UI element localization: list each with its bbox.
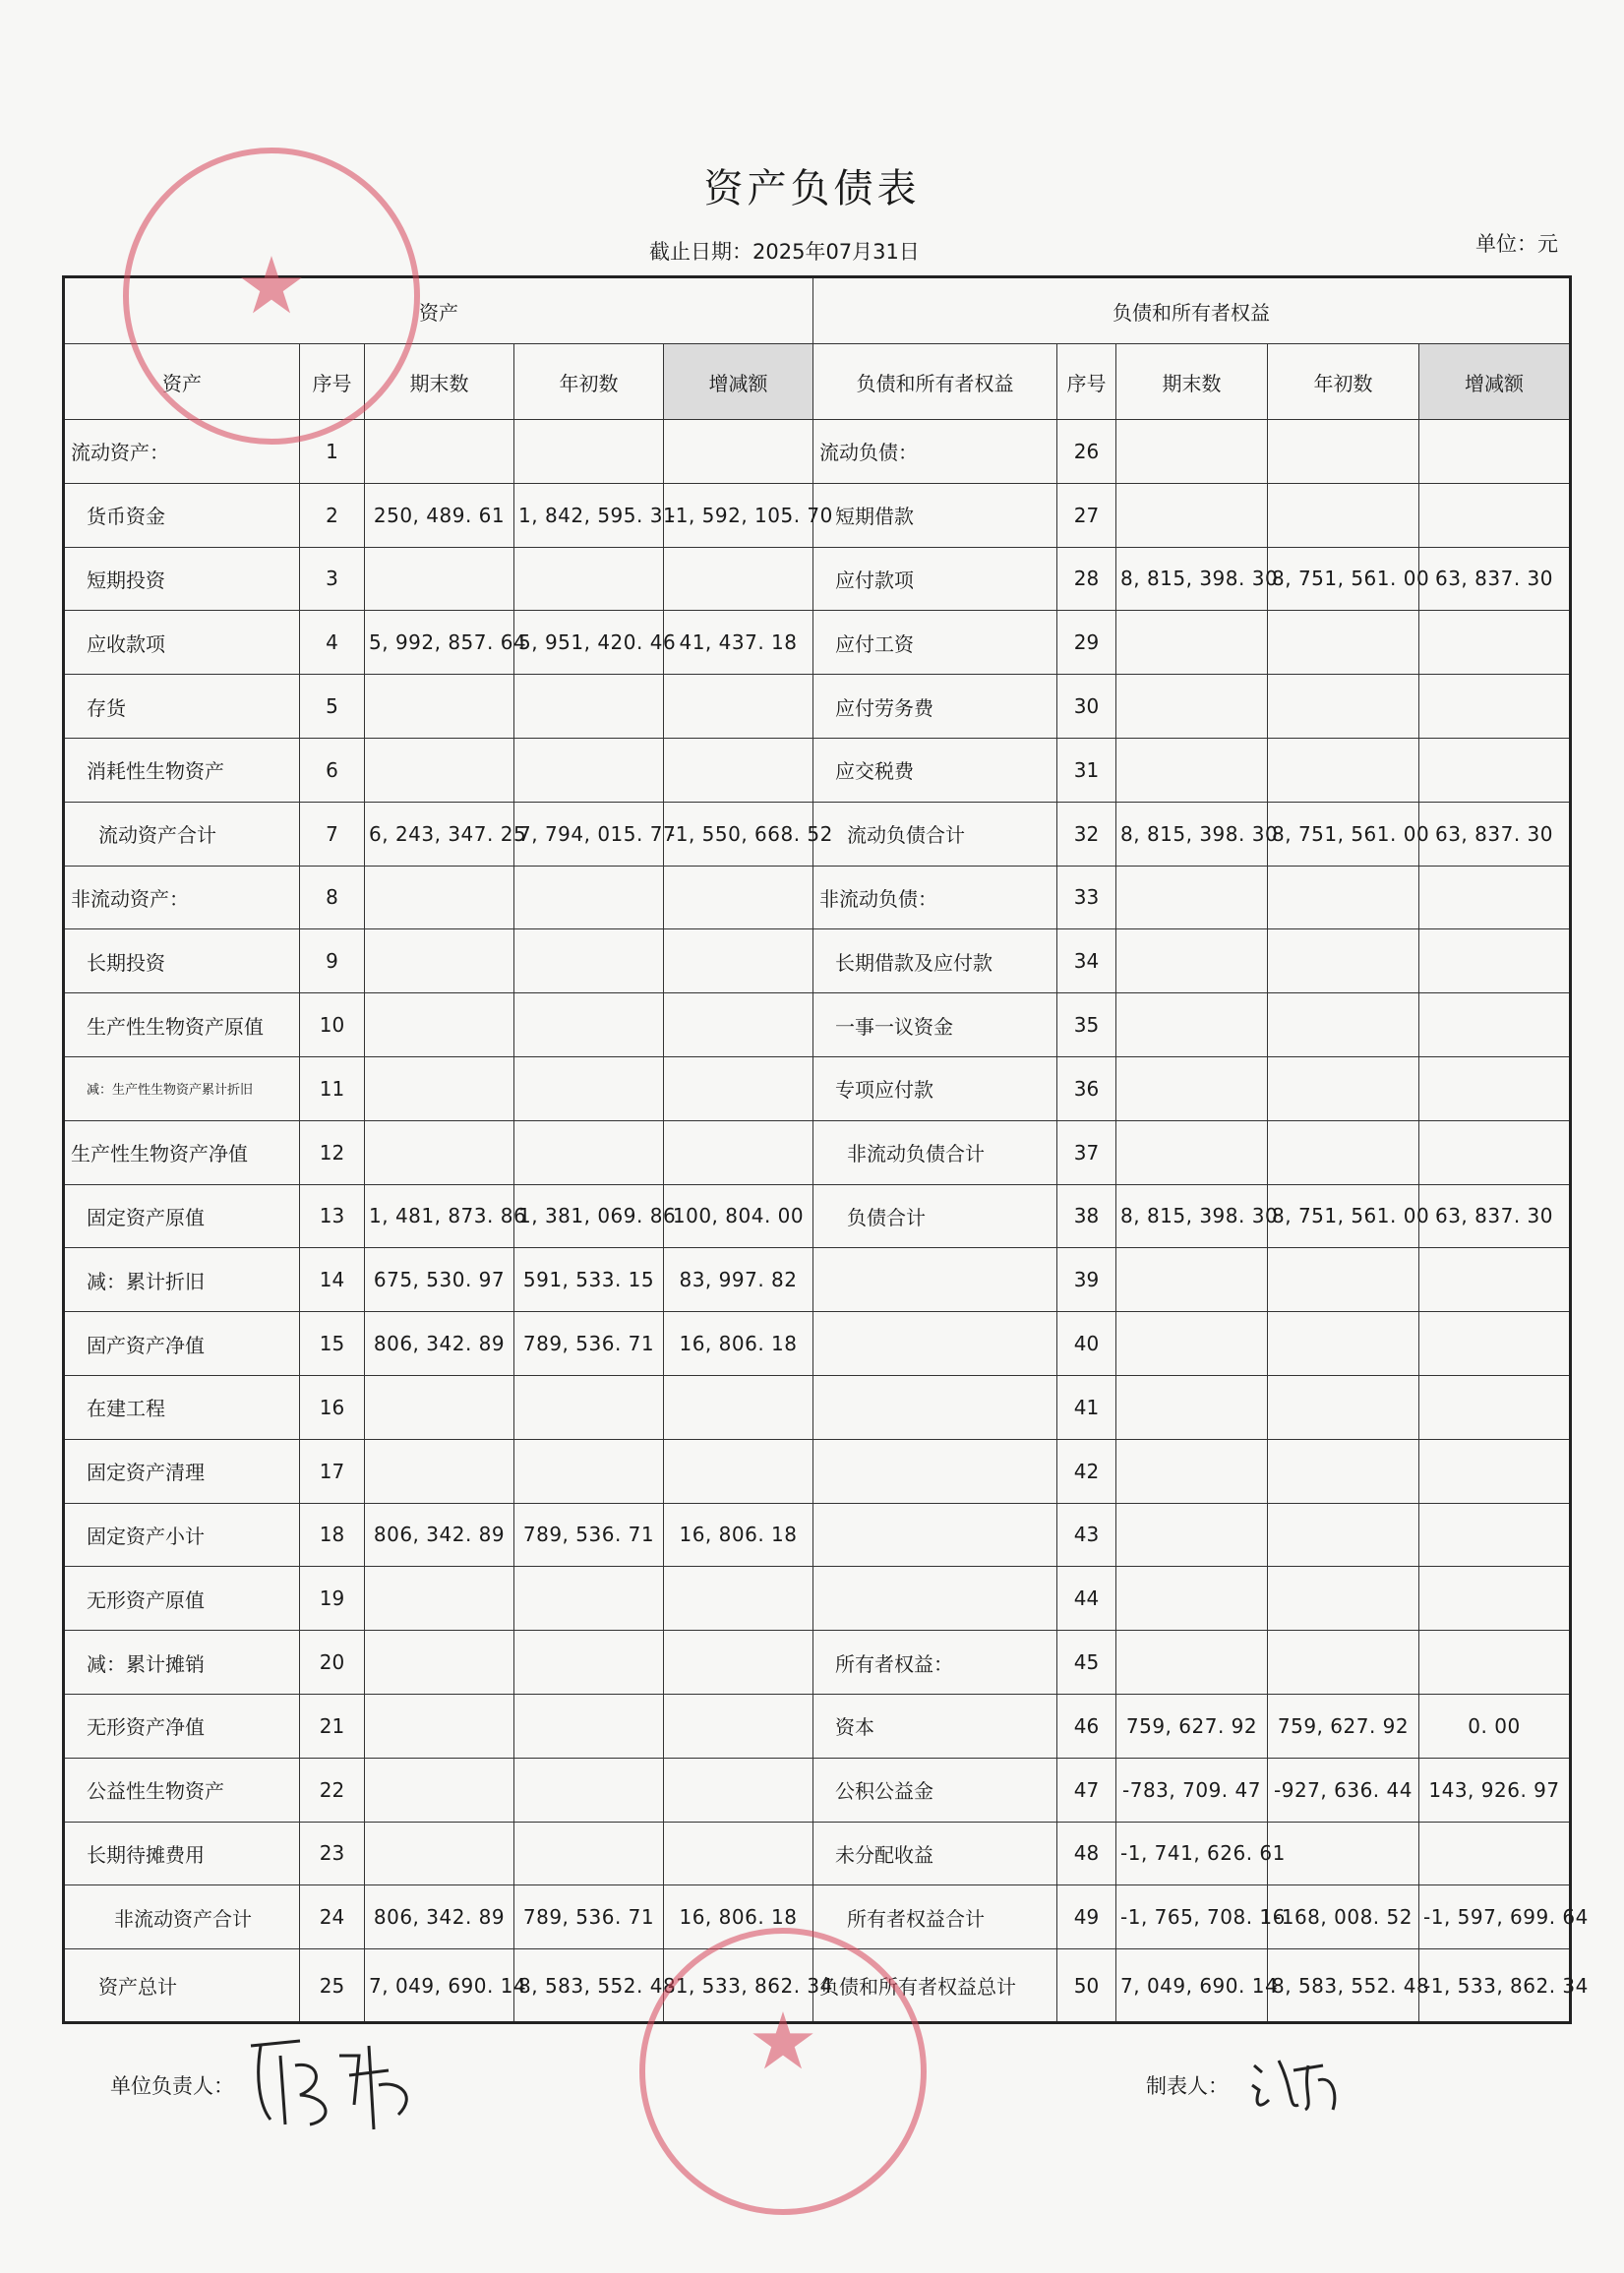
liability-row-no: 31: [1057, 738, 1116, 802]
liability-change-value: 143, 926. 97: [1419, 1758, 1571, 1822]
asset-label: 货币资金: [64, 483, 300, 547]
liability-end-value: [1116, 1120, 1268, 1184]
asset-row-no: 22: [300, 1758, 365, 1822]
table-row: [64, 993, 1571, 1057]
asset-change-value: [664, 866, 813, 929]
asset-begin-value: [514, 738, 664, 802]
liability-row-no: 37: [1057, 1120, 1116, 1184]
asset-row-no: 8: [300, 866, 365, 929]
table-row: [64, 1694, 1571, 1758]
asset-end-value: [365, 929, 514, 993]
asset-row-no: 24: [300, 1885, 365, 1949]
liability-end-value: [1116, 1631, 1268, 1695]
table-row: [64, 675, 1571, 739]
liability-label: [813, 1567, 1057, 1631]
asset-label: 减：生产性生物资产累计折旧: [64, 1056, 300, 1120]
asset-row-no: 18: [300, 1503, 365, 1567]
asset-begin-value: 591, 533. 15: [514, 1248, 664, 1312]
asset-end-value: [365, 675, 514, 739]
col-header-begin-2: 年初数: [1268, 344, 1419, 420]
asset-end-value: [365, 419, 514, 483]
asset-label: 资产总计: [64, 1949, 300, 2023]
liability-begin-value: [1268, 1567, 1419, 1631]
currency-unit: 单位：元: [1475, 232, 1558, 256]
liability-label: 短期借款: [813, 483, 1057, 547]
liability-label: 负债合计: [813, 1184, 1057, 1248]
liability-begin-value: [1268, 1120, 1419, 1184]
table-row: [64, 611, 1571, 675]
asset-label: 固定资产原值: [64, 1184, 300, 1248]
liability-change-value: [1419, 1056, 1571, 1120]
liability-label: 非流动负债：: [813, 866, 1057, 929]
table-row: [64, 1439, 1571, 1503]
liability-begin-value: [1268, 929, 1419, 993]
liability-end-value: -783, 709. 47: [1116, 1758, 1268, 1822]
liability-begin-value: [1268, 1503, 1419, 1567]
asset-label: 固定资产小计: [64, 1503, 300, 1567]
asset-begin-value: [514, 1694, 664, 1758]
asset-end-value: [365, 1631, 514, 1695]
preparer-signature: [1244, 2051, 1353, 2120]
liability-end-value: [1116, 1439, 1268, 1503]
liability-row-no: 50: [1057, 1949, 1116, 2023]
asset-row-no: 7: [300, 802, 365, 866]
liability-change-value: [1419, 1120, 1571, 1184]
asset-end-value: [365, 738, 514, 802]
asset-end-value: [365, 547, 514, 611]
asset-change-value: [664, 1567, 813, 1631]
asset-begin-value: 1, 842, 595. 31: [514, 483, 664, 547]
liability-row-no: 36: [1057, 1056, 1116, 1120]
liability-label: 流动负债：: [813, 419, 1057, 483]
asset-change-value: [664, 1758, 813, 1822]
table-row: [64, 547, 1571, 611]
liability-begin-value: [1268, 1056, 1419, 1120]
asset-label: 固定资产清理: [64, 1439, 300, 1503]
asset-begin-value: [514, 1439, 664, 1503]
asset-label: 减：累计折旧: [64, 1248, 300, 1312]
liability-row-no: 30: [1057, 675, 1116, 739]
table-row: [64, 1375, 1571, 1439]
liability-change-value: [1419, 1312, 1571, 1376]
asset-change-value: [664, 1056, 813, 1120]
asset-change-value: -1, 592, 105. 70: [664, 483, 813, 547]
asset-change-value: 41, 437. 18: [664, 611, 813, 675]
asset-change-value: [664, 1375, 813, 1439]
liability-change-value: -1, 597, 699. 64: [1419, 1885, 1571, 1949]
asset-change-value: 16, 806. 18: [664, 1885, 813, 1949]
asset-label: 流动资产合计: [64, 802, 300, 866]
liability-label: 应交税费: [813, 738, 1057, 802]
liability-end-value: 7, 049, 690. 14: [1116, 1949, 1268, 2023]
liability-change-value: [1419, 675, 1571, 739]
asset-row-no: 3: [300, 547, 365, 611]
asset-row-no: 1: [300, 419, 365, 483]
asset-row-no: 6: [300, 738, 365, 802]
table-row: [64, 1758, 1571, 1822]
liability-row-no: 43: [1057, 1503, 1116, 1567]
table-row: [64, 1949, 1571, 2023]
liability-change-value: [1419, 738, 1571, 802]
liability-change-value: [1419, 1439, 1571, 1503]
liability-end-value: [1116, 929, 1268, 993]
asset-end-value: 1, 481, 873. 86: [365, 1184, 514, 1248]
col-header-end-2: 期末数: [1116, 344, 1268, 420]
table-row: [64, 1248, 1571, 1312]
asset-label: 减：累计摊销: [64, 1631, 300, 1695]
liability-change-value: [1419, 1503, 1571, 1567]
liability-row-no: 27: [1057, 483, 1116, 547]
asset-label: 在建工程: [64, 1375, 300, 1439]
asset-begin-value: [514, 675, 664, 739]
table-row: [64, 1056, 1571, 1120]
asset-change-value: [664, 1120, 813, 1184]
asset-end-value: 250, 489. 61: [365, 483, 514, 547]
liability-label: 应付工资: [813, 611, 1057, 675]
liability-end-value: [1116, 1248, 1268, 1312]
liability-change-value: 63, 837. 30: [1419, 1184, 1571, 1248]
asset-change-value: 100, 804. 00: [664, 1184, 813, 1248]
liability-label: 专项应付款: [813, 1056, 1057, 1120]
asset-begin-value: [514, 547, 664, 611]
asset-label: 非流动资产：: [64, 866, 300, 929]
liability-change-value: [1419, 483, 1571, 547]
asset-change-value: 16, 806. 18: [664, 1503, 813, 1567]
liability-row-no: 35: [1057, 993, 1116, 1057]
liability-row-no: 44: [1057, 1567, 1116, 1631]
liability-end-value: [1116, 1375, 1268, 1439]
asset-label: 固产资产净值: [64, 1312, 300, 1376]
liability-end-value: 8, 815, 398. 30: [1116, 802, 1268, 866]
asset-row-no: 14: [300, 1248, 365, 1312]
col-header-change: 增减额: [664, 344, 813, 420]
asset-row-no: 13: [300, 1184, 365, 1248]
report-date: 截止日期：2025年07月31日: [649, 240, 920, 264]
liability-change-value: [1419, 993, 1571, 1057]
liability-begin-value: 8, 751, 561. 00: [1268, 1184, 1419, 1248]
liability-end-value: [1116, 738, 1268, 802]
table-row: [64, 802, 1571, 866]
liability-label: 公积公益金: [813, 1758, 1057, 1822]
asset-begin-value: 789, 536. 71: [514, 1885, 664, 1949]
liability-begin-value: [1268, 419, 1419, 483]
asset-label: 消耗性生物资产: [64, 738, 300, 802]
asset-begin-value: 789, 536. 71: [514, 1503, 664, 1567]
liability-end-value: [1116, 866, 1268, 929]
liability-label: 资本: [813, 1694, 1057, 1758]
liability-label: 长期借款及应付款: [813, 929, 1057, 993]
asset-change-value: [664, 547, 813, 611]
liability-begin-value: 8, 583, 552. 48: [1268, 1949, 1419, 2023]
asset-label: 无形资产净值: [64, 1694, 300, 1758]
asset-begin-value: [514, 1375, 664, 1439]
liability-row-no: 46: [1057, 1694, 1116, 1758]
liability-label: 所有者权益合计: [813, 1885, 1057, 1949]
liability-begin-value: [1268, 1248, 1419, 1312]
asset-begin-value: [514, 1758, 664, 1822]
table-row: [64, 1822, 1571, 1885]
leader-label: 单位负责人：: [110, 2074, 234, 2098]
liability-end-value: 8, 815, 398. 30: [1116, 1184, 1268, 1248]
asset-begin-value: [514, 1631, 664, 1695]
asset-end-value: 5, 992, 857. 64: [365, 611, 514, 675]
asset-change-value: [664, 1631, 813, 1695]
liability-change-value: [1419, 419, 1571, 483]
liability-label: [813, 1375, 1057, 1439]
balance-sheet-table: [62, 275, 1589, 2024]
seal-star-icon: ★: [236, 240, 307, 331]
asset-label: 短期投资: [64, 547, 300, 611]
asset-change-value: [664, 993, 813, 1057]
asset-change-value: 16, 806. 18: [664, 1312, 813, 1376]
liability-change-value: [1419, 1631, 1571, 1695]
seal-star-icon: ★: [748, 1996, 818, 2087]
asset-row-no: 15: [300, 1312, 365, 1376]
liability-begin-value: [1268, 675, 1419, 739]
liability-begin-value: [1268, 1375, 1419, 1439]
asset-change-value: -1, 533, 862. 34: [664, 1949, 813, 2023]
asset-row-no: 11: [300, 1056, 365, 1120]
asset-begin-value: [514, 993, 664, 1057]
asset-begin-value: 8, 583, 552. 48: [514, 1949, 664, 2023]
liability-change-value: -1, 533, 862. 34: [1419, 1949, 1571, 2023]
asset-row-no: 19: [300, 1567, 365, 1631]
asset-begin-value: [514, 1822, 664, 1885]
liability-begin-value: [1268, 1312, 1419, 1376]
asset-change-value: [664, 1439, 813, 1503]
liability-label: [813, 1312, 1057, 1376]
asset-end-value: [365, 866, 514, 929]
assets-group-header: 资产: [64, 277, 813, 344]
liability-end-value: [1116, 1312, 1268, 1376]
asset-begin-value: [514, 866, 664, 929]
liability-begin-value: 8, 751, 561. 00: [1268, 547, 1419, 611]
liability-row-no: 29: [1057, 611, 1116, 675]
asset-end-value: [365, 1758, 514, 1822]
liability-label: [813, 1439, 1057, 1503]
liability-begin-value: [1268, 1631, 1419, 1695]
asset-row-no: 16: [300, 1375, 365, 1439]
asset-begin-value: 7, 794, 015. 77: [514, 802, 664, 866]
asset-label: 长期投资: [64, 929, 300, 993]
liability-row-no: 40: [1057, 1312, 1116, 1376]
liability-end-value: 759, 627. 92: [1116, 1694, 1268, 1758]
table-row: [64, 1120, 1571, 1184]
asset-change-value: -1, 550, 668. 52: [664, 802, 813, 866]
liability-change-value: 0. 00: [1419, 1694, 1571, 1758]
liability-row-no: 38: [1057, 1184, 1116, 1248]
liability-end-value: [1116, 993, 1268, 1057]
liability-label: 一事一议资金: [813, 993, 1057, 1057]
liability-change-value: [1419, 866, 1571, 929]
group-header-row: [64, 277, 1571, 344]
liability-end-value: [1116, 1567, 1268, 1631]
asset-begin-value: 5, 951, 420. 46: [514, 611, 664, 675]
asset-end-value: [365, 1694, 514, 1758]
asset-label: 流动资产：: [64, 419, 300, 483]
asset-row-no: 20: [300, 1631, 365, 1695]
liability-row-no: 45: [1057, 1631, 1116, 1695]
liability-change-value: 63, 837. 30: [1419, 802, 1571, 866]
asset-row-no: 4: [300, 611, 365, 675]
asset-end-value: [365, 1375, 514, 1439]
liability-begin-value: [1268, 483, 1419, 547]
col-header-no: 序号: [300, 344, 365, 420]
col-header-no-2: 序号: [1057, 344, 1116, 420]
asset-row-no: 10: [300, 993, 365, 1057]
liability-begin-value: [1268, 1439, 1419, 1503]
liability-change-value: [1419, 929, 1571, 993]
table-row: [64, 1312, 1571, 1376]
liability-row-no: 42: [1057, 1439, 1116, 1503]
asset-end-value: 7, 049, 690. 14: [365, 1949, 514, 2023]
liability-begin-value: -168, 008. 52: [1268, 1885, 1419, 1949]
table-row: [64, 1631, 1571, 1695]
asset-row-no: 17: [300, 1439, 365, 1503]
liability-change-value: [1419, 1567, 1571, 1631]
liability-row-no: 48: [1057, 1822, 1116, 1885]
asset-row-no: 25: [300, 1949, 365, 2023]
asset-begin-value: [514, 929, 664, 993]
asset-end-value: 806, 342. 89: [365, 1885, 514, 1949]
asset-row-no: 9: [300, 929, 365, 993]
asset-row-no: 21: [300, 1694, 365, 1758]
asset-end-value: [365, 1120, 514, 1184]
liability-end-value: [1116, 419, 1268, 483]
asset-change-value: [664, 929, 813, 993]
liability-end-value: [1116, 1503, 1268, 1567]
asset-label: 生产性生物资产原值: [64, 993, 300, 1057]
liability-row-no: 33: [1057, 866, 1116, 929]
asset-row-no: 12: [300, 1120, 365, 1184]
asset-label: 公益性生物资产: [64, 1758, 300, 1822]
liability-end-value: 8, 815, 398. 30: [1116, 547, 1268, 611]
liability-end-value: [1116, 1056, 1268, 1120]
col-header-liability: 负债和所有者权益: [813, 344, 1057, 420]
asset-begin-value: [514, 1567, 664, 1631]
col-header-end: 期末数: [365, 344, 514, 420]
asset-change-value: [664, 1822, 813, 1885]
asset-label: 应收款项: [64, 611, 300, 675]
liability-label: [813, 1503, 1057, 1567]
liability-begin-value: [1268, 738, 1419, 802]
col-header-asset: 资产: [64, 344, 300, 420]
liability-label: 非流动负债合计: [813, 1120, 1057, 1184]
asset-begin-value: [514, 419, 664, 483]
liability-begin-value: [1268, 1822, 1419, 1885]
asset-end-value: 806, 342. 89: [365, 1312, 514, 1376]
column-header-row: [64, 344, 1571, 420]
liability-row-no: 34: [1057, 929, 1116, 993]
preparer-label: 制表人：: [1146, 2074, 1229, 2098]
asset-begin-value: 1, 381, 069. 86: [514, 1184, 664, 1248]
asset-change-value: [664, 738, 813, 802]
col-header-begin: 年初数: [514, 344, 664, 420]
asset-label: 无形资产原值: [64, 1567, 300, 1631]
liability-row-no: 28: [1057, 547, 1116, 611]
asset-change-value: [664, 419, 813, 483]
liability-label: 负债和所有者权益总计: [813, 1949, 1057, 2023]
table-row: [64, 1885, 1571, 1949]
asset-end-value: [365, 1056, 514, 1120]
liability-row-no: 32: [1057, 802, 1116, 866]
liability-change-value: [1419, 611, 1571, 675]
asset-begin-value: [514, 1056, 664, 1120]
asset-label: 非流动资产合计: [64, 1885, 300, 1949]
asset-row-no: 2: [300, 483, 365, 547]
page-title: 资产负债表: [703, 166, 921, 211]
liability-end-value: [1116, 483, 1268, 547]
table-row: [64, 866, 1571, 929]
liability-begin-value: [1268, 866, 1419, 929]
liability-begin-value: -927, 636. 44: [1268, 1758, 1419, 1822]
col-header-change-2: 增减额: [1419, 344, 1571, 420]
liability-change-value: 63, 837. 30: [1419, 547, 1571, 611]
asset-change-value: [664, 1694, 813, 1758]
liability-begin-value: [1268, 993, 1419, 1057]
table-row: [64, 738, 1571, 802]
asset-end-value: [365, 993, 514, 1057]
table-row: [64, 929, 1571, 993]
liability-begin-value: 8, 751, 561. 00: [1268, 802, 1419, 866]
liability-change-value: [1419, 1248, 1571, 1312]
asset-label: 存货: [64, 675, 300, 739]
asset-change-value: [664, 675, 813, 739]
table-row: [64, 483, 1571, 547]
liability-label: 未分配收益: [813, 1822, 1057, 1885]
asset-change-value: 83, 997. 82: [664, 1248, 813, 1312]
liability-row-no: 49: [1057, 1885, 1116, 1949]
liability-end-value: -1, 765, 708. 16: [1116, 1885, 1268, 1949]
table-row: [64, 1184, 1571, 1248]
liabilities-group-header: 负债和所有者权益: [813, 277, 1571, 344]
asset-end-value: [365, 1822, 514, 1885]
liability-row-no: 26: [1057, 419, 1116, 483]
liability-change-value: [1419, 1822, 1571, 1885]
asset-row-no: 5: [300, 675, 365, 739]
liability-label: [813, 1248, 1057, 1312]
leader-signature: [241, 2026, 438, 2134]
liability-row-no: 41: [1057, 1375, 1116, 1439]
liability-label: 应付款项: [813, 547, 1057, 611]
liability-end-value: [1116, 611, 1268, 675]
liability-begin-value: [1268, 611, 1419, 675]
asset-end-value: 6, 243, 347. 25: [365, 802, 514, 866]
liability-end-value: -1, 741, 626. 61: [1116, 1822, 1268, 1885]
liability-row-no: 47: [1057, 1758, 1116, 1822]
table-row: [64, 1503, 1571, 1567]
liability-row-no: 39: [1057, 1248, 1116, 1312]
liability-label: 所有者权益：: [813, 1631, 1057, 1695]
asset-end-value: 806, 342. 89: [365, 1503, 514, 1567]
asset-row-no: 23: [300, 1822, 365, 1885]
asset-begin-value: [514, 1120, 664, 1184]
table-row: [64, 1567, 1571, 1631]
asset-label: 长期待摊费用: [64, 1822, 300, 1885]
table-row: [64, 419, 1571, 483]
asset-begin-value: 789, 536. 71: [514, 1312, 664, 1376]
liability-label: 应付劳务费: [813, 675, 1057, 739]
liability-begin-value: 759, 627. 92: [1268, 1694, 1419, 1758]
liability-end-value: [1116, 675, 1268, 739]
liability-change-value: [1419, 1375, 1571, 1439]
asset-end-value: 675, 530. 97: [365, 1248, 514, 1312]
liability-label: 流动负债合计: [813, 802, 1057, 866]
asset-end-value: [365, 1567, 514, 1631]
asset-label: 生产性生物资产净值: [64, 1120, 300, 1184]
asset-end-value: [365, 1439, 514, 1503]
